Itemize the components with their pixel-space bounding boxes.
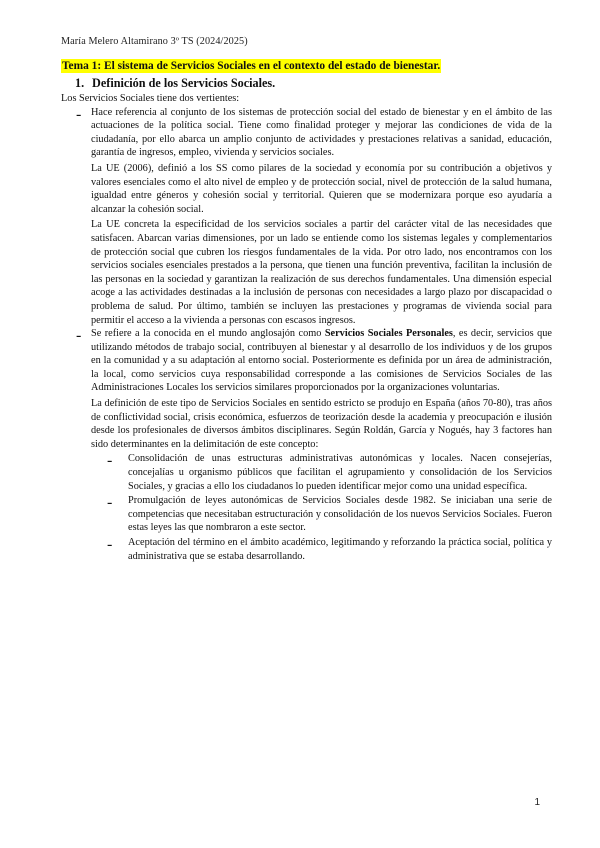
bold-term: Servicios Sociales Personales	[324, 328, 453, 340]
list-item	[61, 327, 552, 563]
dash-bullet: -	[107, 494, 113, 512]
dash-bullet: -	[107, 536, 113, 553]
dash-bullet: -	[76, 327, 82, 345]
factors-list	[91, 452, 552, 563]
paragraph: Hace referencia al conjunto de los sistemas de protección social del estado de bienestar y en el ámbito de las actuaciones de la política social. Tiene como finalidad proteger y mejorar las condiciones de vida de la ciudadanía, por ello abarca un amplio conjunto de actividades y prestaciones relativas a sanidad, educación, garantía de ingresos, empleo, vivienda y servicios sociales.	[91, 106, 552, 159]
text-span: , es decir, servicios que utilizando métodos de trabajo social, contribuyen al bienestar y al desarrollo de los individuos y de los grupos en la comunidad y a su adaptación al entorno social. Posteriormente es definida por un área de administración, la local, como servicios cuya responsabilidad corresponde a las comisiones de Servicios Sociales de las Administraciones Locales los servicios similares proporcionados por la organizaciones voluntarias.	[91, 328, 552, 394]
page-number: 1	[534, 797, 540, 808]
paragraph: Consolidación de unas estructuras administrativas autonómicas y locales. Nacen consejerías, concejalías u organismo públicos que facilitan el agrupamiento y consolidación de los Servicios Sociales, y gracias a ello los ciudadanos lo pueden identificar mejor como una unidad específica.	[128, 453, 552, 492]
paragraph: La UE concreta la especificidad de los servicios sociales a partir del carácter vital de las necesidades que satisfacen. Abarcan varias dimensiones, por un lado se entiende como los sistemas legales y complementarios de protección social que cubren los riesgos fundamentales de la vida. Por otro lado, nos encontramos con los servicios sociales esenciales prestados a la persona, que tienen una función preventiva, facilitan la inclusión de las personas en la sociedad y garantizan la realización de sus derechos fundamentales. Una dimensión especial acoge a las actividades destinadas a la inclusión de personas con necesidades a largo plazo por discapacidad o problema de salud. Por último, también se incluyen las prestaciones y programas de vivienda social para permitir el acceso a la vivienda a personas con escasos ingresos.	[91, 219, 552, 326]
paragraph: La definición de este tipo de Servicios Sociales en sentido estricto se produjo en España (años 70-80), tras años de conflictividad social, crisis económica, esfuerzos de teorización desde la academia y preocupación e ilusión desde los profesionales de diversos ámbitos disciplinares. Según Roldán, García y Nogués, hay 3 factores han sido determinantes en la delimitación de este concepto:	[91, 398, 552, 450]
dash-bullet: -	[76, 105, 82, 123]
topic-title: Tema 1: El sistema de Servicios Sociales en el contexto del estado de bienestar.	[62, 60, 441, 72]
vertientes-list	[61, 106, 552, 564]
section-heading-text: Definición de los Servicios Sociales.	[92, 76, 276, 90]
dash-bullet: -	[107, 452, 113, 470]
intro-text: Los Servicios Sociales tiene dos vertientes:	[61, 93, 240, 104]
topic-title-row	[61, 56, 552, 74]
list-item	[91, 536, 552, 563]
list-item	[91, 452, 552, 493]
section-number: 1.	[75, 76, 85, 90]
paragraph: La UE (2006), definió a los SS como pilares de la sociedad y economía por su contribución a objetivos y valores esenciales como el alto nivel de empleo y de protección social, nivel de protección de la salud humana, igualdad entre géneros y cohesión social y territorial. Quieren que se modernizara porque eso ayudaría a alcanzar la cohesión social.	[91, 162, 552, 215]
paragraph: Aceptación del término en el ámbito académico, legitimando y reforzando la práctica social, política y administrativa que se estaba desarrollando.	[128, 537, 552, 562]
section-heading	[75, 76, 552, 91]
list-item	[61, 106, 552, 328]
paragraph: Promulgación de leyes autonómicas de Servicios Sociales desde 1982. Se iniciaban una serie de competencias que necesitaban estructuración y consolidación de los nuevos Servicios Sociales. Fueron estas leyes las que nombraron a este sector.	[128, 495, 552, 534]
paragraph	[91, 327, 552, 395]
page-header: María Melero Altamirano 3º TS (2024/2025)	[61, 36, 248, 47]
list-item	[91, 494, 552, 535]
text-span: Se refiere a la conocida en el mundo anglosajón como	[91, 328, 325, 340]
